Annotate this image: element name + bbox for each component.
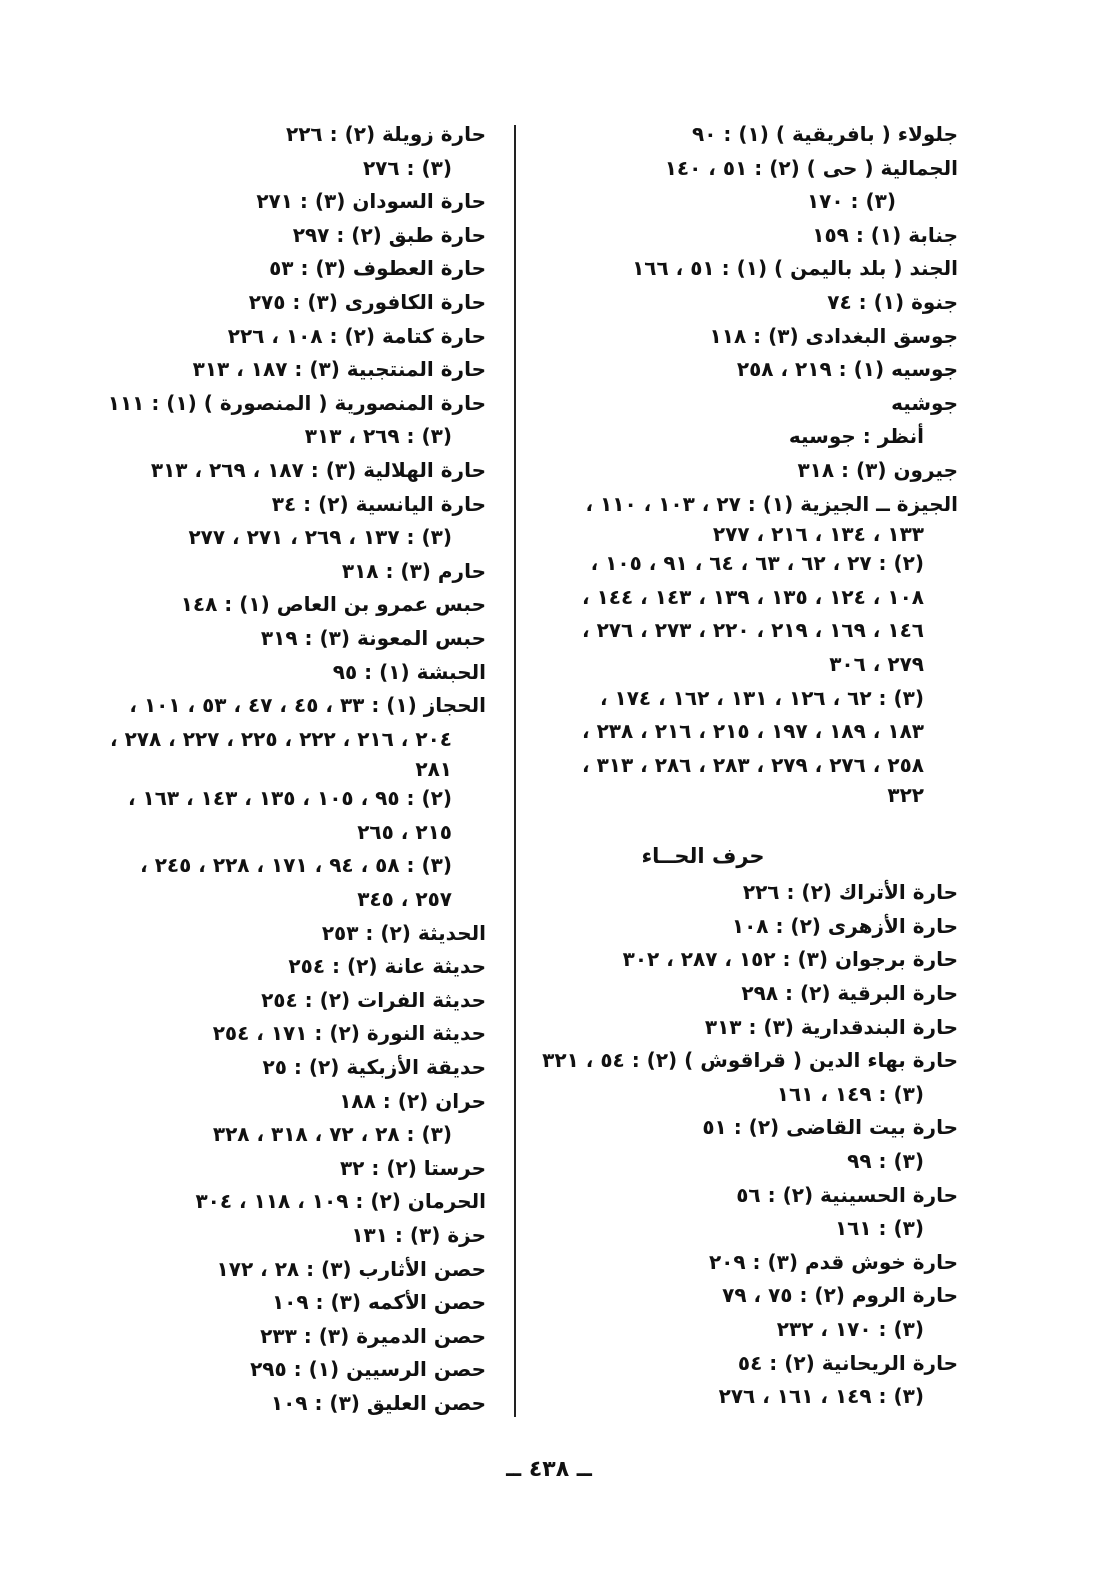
index-entry: ٣٢٢ <box>887 783 924 808</box>
index-entry: حبس المعونة (٣) : ٣١٩ <box>260 625 486 650</box>
right-column <box>508 118 958 1414</box>
index-entry: (٣) : ١٦١ <box>834 1216 924 1241</box>
index-entry: الحجاز (١) : ٣٣ ، ٤٥ ، ٤٧ ، ٥٣ ، ١٠١ ، <box>129 693 486 718</box>
index-entry: جلولاء ( بافريقية ) (١) : ٩٠ <box>692 122 958 146</box>
index-entry: الحرمان (٢) : ١٠٩ ، ١١٨ ، ٣٠٤ <box>195 1189 486 1214</box>
index-entry: حصن الأكمه (٣) : ١٠٩ <box>271 1290 486 1315</box>
index-entry: حارة اليانسية (٢) : ٣٤ <box>271 491 486 516</box>
index-entry: الجيزة ــ الجيزية (١) : ٢٧ ، ١٠٣ ، ١١٠ ، <box>585 491 958 516</box>
index-entry: حارة الأزهرى (٢) : ١٠٨ <box>731 913 958 938</box>
index-entry: حارة العطوف (٣) : ٥٣ <box>269 256 486 281</box>
index-entry: (٣) : ١٤٩ ، ١٦١ <box>776 1081 924 1106</box>
index-entry: حارة طبق (٢) : ٢٩٧ <box>292 222 486 247</box>
index-entry: حديثة عانة (٢) : ٢٥٤ <box>288 954 486 979</box>
index-entry: الجمالية ( حى ) (٢) : ٥١ ، ١٤٠ <box>664 155 958 180</box>
index-entry: ٢٥٧ ، ٣٤٥ <box>357 887 452 912</box>
index-entry: (٣) : ٩٩ <box>847 1149 924 1174</box>
index-entry: ٢١٥ ، ٢٦٥ <box>357 819 452 844</box>
index-entry: حارة كتامة (٢) : ١٠٨ ، ٢٢٦ <box>227 323 486 348</box>
index-entry: حرستا (٢) : ٣٢ <box>339 1155 486 1180</box>
index-entry: حارة الحسينية (٢) : ٥٦ <box>736 1182 958 1207</box>
index-entry: جيرون (٣) : ٣١٨ <box>797 457 958 482</box>
index-entry: (٣) : ٢٨ ، ٧٢ ، ٣١٨ ، ٣٢٨ <box>212 1122 452 1147</box>
index-entry: حارم (٣) : ٣١٨ <box>341 558 486 583</box>
index-entry: حارة المنصورية ( المنصورة ) (١) : ١١١ <box>107 390 486 415</box>
index-entry: حارة البرقية (٢) : ٢٩٨ <box>741 981 958 1006</box>
index-entry: حديثة الفرات (٢) : ٢٥٤ <box>261 987 486 1012</box>
index-entry: حارة المنتجبية (٣) : ١٨٧ ، ٣١٣ <box>192 357 486 382</box>
index-entry: ٢٠٤ ، ٢١٦ ، ٢٢٢ ، ٢٢٥ ، ٢٢٧ ، ٢٧٨ ، <box>110 726 452 751</box>
index-entry: ٢٥٨ ، ٢٧٦ ، ٢٧٩ ، ٢٨٣ ، ٢٨٦ ، ٣١٣ ، <box>582 752 924 777</box>
index-entry: ١٠٨ ، ١٢٤ ، ١٣٥ ، ١٣٩ ، ١٤٣ ، ١٤٤ ، <box>582 584 924 609</box>
index-entry: (٣) : ٦٢ ، ١٢٦ ، ١٣١ ، ١٦٢ ، ١٧٤ ، <box>599 685 924 710</box>
index-entry: (٣) : ١٧٠ ، ٢٣٢ <box>776 1317 924 1341</box>
index-entry: (٣) : ٥٨ ، ٩٤ ، ١٧١ ، ٢٢٨ ، ٢٤٥ ، <box>140 853 452 878</box>
index-entry: ٢٧٩ ، ٣٠٦ <box>829 651 924 676</box>
index-entry: جنابة (١) : ١٥٩ <box>812 222 958 247</box>
index-entry: (٣) : ١٧٠ <box>806 189 896 214</box>
index-entry: حارة خوش قدم (٣) : ٢٠٩ <box>708 1249 958 1274</box>
index-entry: حصن العليق (٣) : ١٠٩ <box>270 1390 486 1415</box>
index-entry: ١٨٣ ، ١٨٩ ، ١٩٧ ، ٢١٥ ، ٢١٦ ، ٢٣٨ ، <box>582 719 924 744</box>
index-entry: حصن الأثارب (٣) : ٢٨ ، ١٧٢ <box>216 1256 486 1281</box>
section-heading: حرف الحــاء <box>641 844 765 869</box>
index-entry: حصن الرسيين (١) : ٢٩٥ <box>250 1357 486 1382</box>
index-entry: (٣) : ٢٦٩ ، ٣١٣ <box>304 424 452 449</box>
index-entry: (٣) : ١٤٩ ، ١٦١ ، ٢٧٦ <box>718 1384 924 1409</box>
index-entry: حديثة النورة (٢) : ١٧١ ، ٢٥٤ <box>212 1021 486 1046</box>
index-entry: حارة البندقدارية (٣) : ٣١٣ <box>704 1014 958 1039</box>
index-entry: حصن الدميرة (٣) : ٢٣٣ <box>260 1323 486 1348</box>
index-entry: (٢) : ٢٧ ، ٦٢ ، ٦٣ ، ٦٤ ، ٩١ ، ١٠٥ ، <box>590 551 924 576</box>
index-entry: حارة الريحانية (٢) : ٥٤ <box>737 1350 958 1375</box>
index-entry: حارة الكافورى (٣) : ٢٧٥ <box>248 289 486 314</box>
index-entry: حارة بيت القاضى (٢) : ٥١ <box>702 1115 958 1140</box>
index-entry: (٣) : ١٣٧ ، ٢٦٩ ، ٢٧١ ، ٢٧٧ <box>188 525 452 550</box>
left-column <box>46 118 486 1421</box>
index-entry: (٢) : ٩٥ ، ١٠٥ ، ١٣٥ ، ١٤٣ ، ١٦٣ ، <box>127 786 452 811</box>
index-entry: حارة الأتراك (٢) : ٢٢٦ <box>742 880 958 905</box>
page-number: ــ ٤٣٨ ــ <box>506 1457 592 1482</box>
index-entry: حبس عمرو بن العاص (١) : ١٤٨ <box>180 592 486 617</box>
index-entry: حران (٢) : ١٨٨ <box>339 1088 486 1113</box>
index-entry: الحديثة (٢) : ٢٥٣ <box>321 920 486 945</box>
index-entry: الحبشة (١) : ٩٥ <box>332 659 486 684</box>
index-entry: جوسيه (١) : ٢١٩ ، ٢٥٨ <box>736 357 958 382</box>
index-entry: جوشيه <box>891 390 958 415</box>
index-entry: حارة السودان (٣) : ٢٧١ <box>256 189 486 214</box>
index-entry: جوسق البغدادى (٣) : ١١٨ <box>709 323 958 348</box>
column-divider <box>514 125 516 1417</box>
index-entry: (٣) : ٢٧٦ <box>362 155 452 180</box>
index-entry: أنظر : جوسيه <box>788 424 924 449</box>
index-entry: حارة الروم (٢) : ٧٥ ، ٧٩ <box>722 1283 958 1308</box>
index-entry: حزة (٣) : ١٣١ <box>351 1223 486 1247</box>
index-entry: جنوة (١) : ٧٤ <box>827 289 958 314</box>
index-entry: ١٤٦ ، ١٦٩ ، ٢١٩ ، ٢٢٠ ، ٢٧٣ ، ٢٧٦ ، <box>582 618 924 643</box>
index-entry: حارة برجوان (٣) : ١٥٢ ، ٢٨٧ ، ٣٠٢ <box>622 947 958 972</box>
index-entry: حارة الهلالية (٣) : ١٨٧ ، ٢٦٩ ، ٣١٣ <box>150 457 486 482</box>
index-entry: حديقة الأزبكية (٢) : ٢٥ <box>262 1055 486 1080</box>
index-entry: ٢٨١ <box>415 757 452 782</box>
index-entry: حارة زويلة (٢) : ٢٢٦ <box>286 122 486 146</box>
index-entry: الجند ( بلد باليمن ) (١) : ٥١ ، ١٦٦ <box>632 256 958 281</box>
section-gap <box>508 808 958 836</box>
index-entry: حارة بهاء الدين ( قراقوش ) (٢) : ٥٤ ، ٣٢١ <box>542 1048 958 1073</box>
index-entry: ١٣٣ ، ١٣٤ ، ٢١٦ ، ٢٧٧ <box>712 522 924 547</box>
